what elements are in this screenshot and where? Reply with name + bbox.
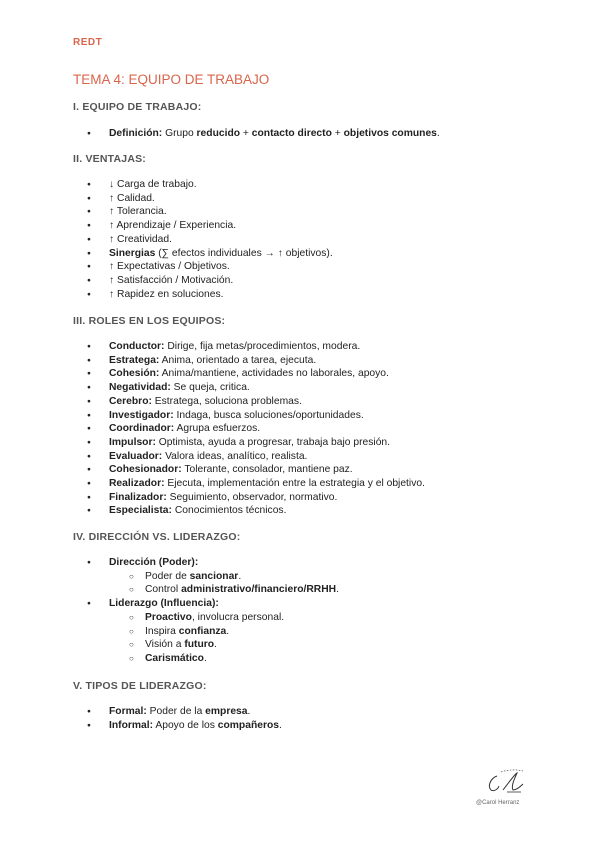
- sublist-item: [109, 652, 339, 666]
- item-text: ↑ Creatividad.: [109, 233, 172, 245]
- term-label: Finalizador:: [109, 491, 167, 503]
- item-text: , involucra personal.: [191, 611, 285, 623]
- list-item: [73, 719, 282, 733]
- sublist-direccion: [109, 570, 339, 597]
- item-text: Estratega, soluciona problemas.: [151, 395, 302, 407]
- list-item: [73, 233, 333, 247]
- sublist-item: [109, 570, 339, 584]
- term-label: Investigador:: [109, 409, 174, 421]
- list-item-liderazgo: [73, 597, 339, 666]
- item-text: Apoyo de los: [153, 719, 218, 731]
- item-text: Optimista, ayuda a progresar, trabaja bajo presión.: [155, 436, 391, 448]
- term-label: Impulsor:: [109, 436, 156, 448]
- section-heading-tipos-liderazgo: V. TIPOS DE LIDERAZGO:: [73, 680, 207, 692]
- list-item: [73, 504, 425, 518]
- item-text: Control: [145, 584, 182, 596]
- section-heading-equipo: I. EQUIPO DE TRABAJO:: [73, 101, 202, 113]
- item-text: Tolerante, consolador, mantiene paz.: [181, 464, 353, 476]
- list-item: [73, 477, 425, 491]
- list-item: [73, 395, 425, 409]
- item-text: ↑ Tolerancia.: [109, 206, 167, 218]
- item-bold: Carismático: [145, 652, 204, 664]
- list-item-direccion: [73, 556, 339, 597]
- list-item: [73, 260, 333, 274]
- item-text: .: [436, 128, 440, 139]
- list-item: [73, 127, 440, 141]
- term-label: Estratega:: [109, 354, 160, 366]
- sublist-item: [109, 611, 339, 625]
- list-item: [73, 450, 425, 464]
- list-item: [73, 288, 333, 302]
- item-text: ↑ Rapidez en soluciones.: [109, 288, 224, 300]
- list-item: [73, 705, 282, 719]
- item-text: Poder de: [145, 570, 190, 582]
- term-label: Coordinador:: [109, 423, 175, 435]
- item-text: Inspira: [145, 625, 179, 637]
- list-ventajas: [73, 178, 333, 301]
- term-label: Definición:: [109, 128, 163, 139]
- sublist-item: [109, 583, 339, 597]
- item-text: .: [214, 639, 217, 651]
- item-text: ↑ Satisfacción / Motivación.: [109, 274, 234, 286]
- list-item: [73, 340, 425, 354]
- item-text: Conocimientos técnicos.: [171, 505, 287, 517]
- item-bold: administrativo/financiero/RRHH: [181, 584, 337, 596]
- item-bold: objetivos comunes: [343, 128, 437, 139]
- term-label: Liderazgo (Influencia):: [109, 598, 219, 610]
- item-text: Dirige, fija metas/procedimientos, modera.: [164, 341, 361, 352]
- item-text: .: [278, 719, 282, 731]
- item-text: Seguimiento, observador, normativo.: [166, 491, 338, 503]
- list-tipos-liderazgo: [73, 705, 282, 732]
- item-text: ↑ Expectativas / Objetivos.: [109, 261, 230, 273]
- list-item: [73, 381, 425, 395]
- item-bold: compañeros: [217, 719, 279, 731]
- item-text: Anima/mantiene, actividades no laborales, apoyo.: [159, 368, 389, 380]
- list-equipo: [73, 127, 440, 141]
- item-text: (∑ efectos individuales → ↑ objetivos).: [155, 247, 333, 259]
- list-item: [73, 409, 425, 423]
- term-label: Cohesionador:: [109, 464, 182, 476]
- list-item: [73, 422, 425, 436]
- term-label: Informal:: [109, 719, 154, 731]
- term-label: Cohesión:: [109, 368, 160, 380]
- list-item: [73, 367, 425, 381]
- item-bold: confianza: [178, 625, 227, 637]
- item-bold: sancionar: [189, 570, 239, 582]
- item-text: .: [226, 625, 230, 637]
- term-label: Dirección (Poder):: [109, 557, 199, 568]
- term-label: Evaluador:: [109, 450, 163, 462]
- item-text: Se queja, critica.: [170, 382, 250, 394]
- item-text: .: [203, 652, 207, 664]
- list-item: [73, 192, 333, 206]
- section-heading-roles: III. ROLES EN LOS EQUIPOS:: [73, 315, 226, 327]
- item-bold: Proactivo: [145, 611, 192, 623]
- list-item: [73, 491, 425, 505]
- item-bold: reducido: [196, 128, 241, 139]
- item-text: Valora ideas, analítico, realista.: [162, 450, 308, 462]
- list-item: [73, 205, 333, 219]
- list-item: [73, 354, 425, 368]
- signature-icon: [485, 768, 529, 796]
- term-label: Negatividad:: [109, 382, 171, 394]
- item-text: ↑ Aprendizaje / Experiencia.: [109, 220, 237, 232]
- list-item: [73, 178, 333, 192]
- item-text: Ejecuta, implementación entre la estrategia y el objetivo.: [164, 478, 425, 490]
- item-text: .: [238, 570, 242, 582]
- item-text: Indaga, busca soluciones/oportunidades.: [173, 409, 364, 421]
- list-item: [73, 436, 425, 450]
- list-direccion-liderazgo: [73, 556, 339, 666]
- item-text: ↓ Carga de trabajo.: [109, 179, 197, 190]
- item-text: +: [331, 128, 344, 139]
- copyright-credit: @Carol Herranz: [476, 800, 520, 806]
- list-item: [73, 247, 333, 261]
- term-label: Cerebro:: [109, 395, 152, 407]
- term-label: Especialista:: [109, 505, 172, 517]
- item-text: Anima, orientado a tarea, ejecuta.: [159, 354, 317, 366]
- item-bold: futuro: [184, 639, 215, 651]
- item-bold: empresa: [205, 706, 248, 717]
- page-title: TEMA 4: EQUIPO DE TRABAJO: [73, 72, 270, 87]
- term-label: Sinergias: [109, 247, 156, 259]
- list-item: [73, 463, 425, 477]
- item-text: Visión a: [145, 639, 185, 651]
- item-text: Poder de la: [146, 706, 206, 717]
- list-roles: [73, 340, 425, 518]
- sublist-liderazgo: [109, 611, 339, 666]
- list-item: [73, 219, 333, 233]
- section-heading-direccion-liderazgo: IV. DIRECCIÓN VS. LIDERAZGO:: [73, 531, 241, 543]
- term-label: Conductor:: [109, 341, 165, 352]
- sublist-item: [109, 638, 339, 652]
- term-label: Realizador:: [109, 478, 165, 490]
- item-text: +: [240, 128, 252, 139]
- item-text: ↑ Calidad.: [109, 192, 155, 204]
- sublist-item: [109, 625, 339, 639]
- item-text: .: [336, 584, 339, 596]
- section-heading-ventajas: II. VENTAJAS:: [73, 153, 146, 165]
- item-text: .: [247, 706, 251, 717]
- document-header-label: REDT: [73, 37, 103, 48]
- item-text: Agrupa esfuerzos.: [174, 423, 261, 435]
- item-text: Grupo: [162, 128, 197, 139]
- term-label: Formal:: [109, 706, 147, 717]
- item-bold: contacto directo: [251, 128, 332, 139]
- list-item: [73, 274, 333, 288]
